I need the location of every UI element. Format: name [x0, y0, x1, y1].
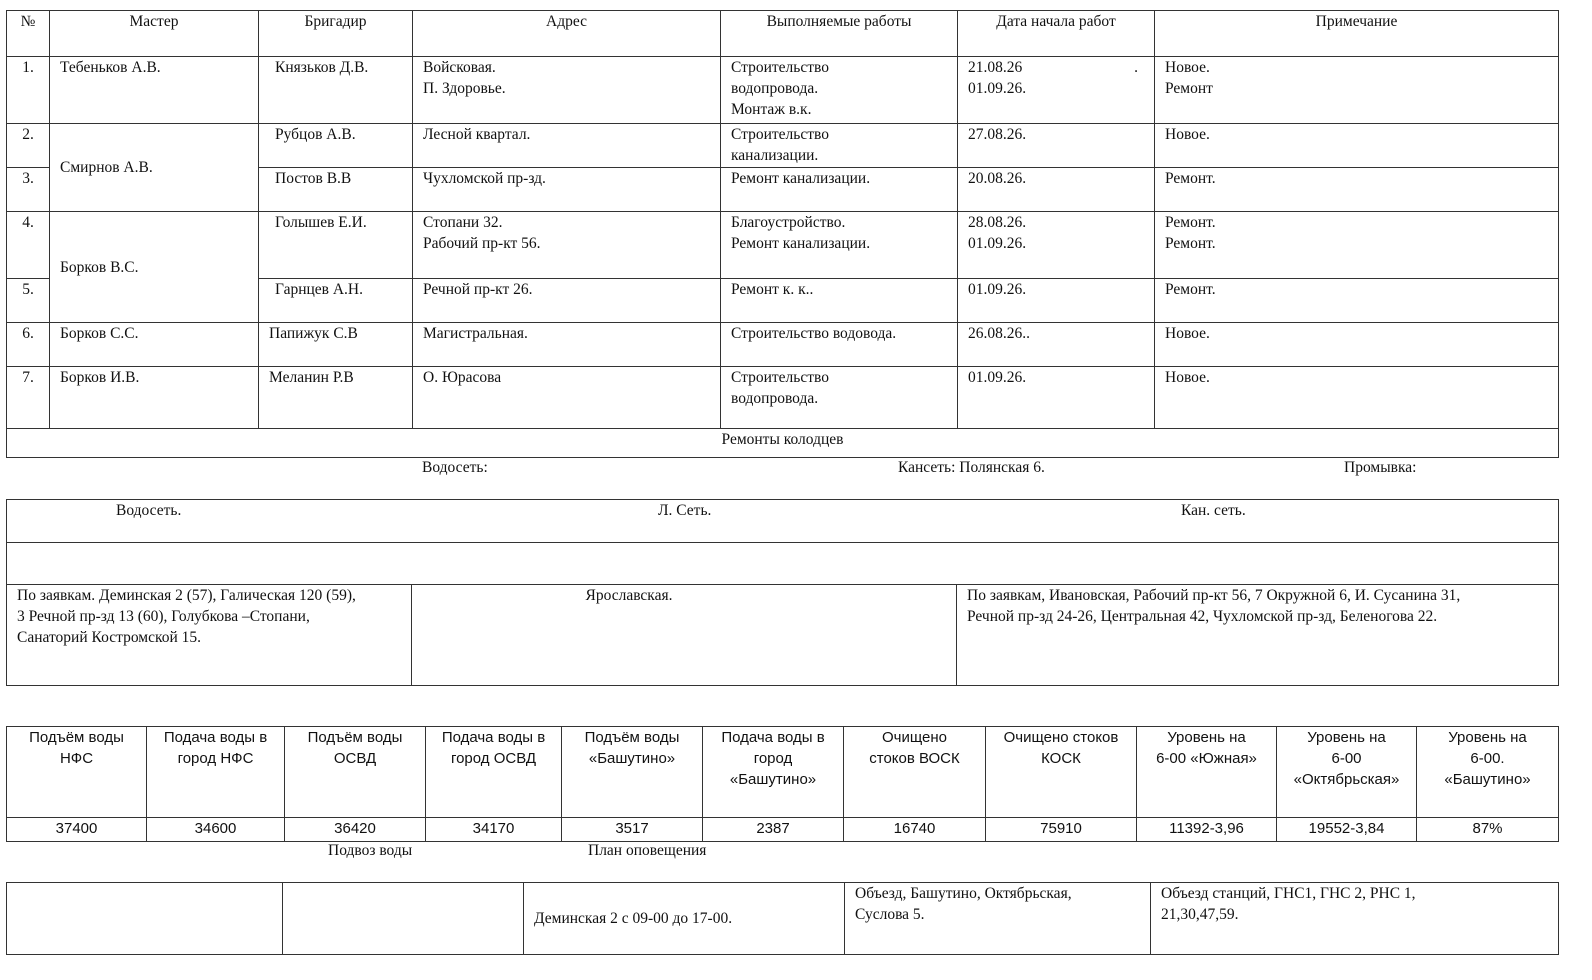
well-repairs-heading: Ремонты колодцев	[7, 429, 1559, 458]
empty-cell	[7, 543, 1559, 585]
col-header-number: №	[7, 11, 50, 57]
section-header-lset: Л. Сеть.	[658, 502, 712, 519]
work-description: Благоустройство. Ремонт канализации.	[721, 212, 958, 279]
section-header-kanset: Кан. сеть.	[1181, 502, 1246, 519]
stats-header: Подача воды в город ОСВД	[426, 727, 562, 818]
notification-plan-label: План оповещения	[588, 842, 707, 859]
row-number: 6.	[7, 323, 50, 367]
note: Новое.	[1155, 124, 1559, 168]
bottom-row	[7, 883, 1559, 955]
network-section-table	[6, 499, 1559, 686]
stats-value: 11392-3,96	[1137, 818, 1277, 842]
master-name: Борков И.В.	[50, 367, 259, 429]
stats-header: Подъём воды НФС	[7, 727, 147, 818]
stats-value: 16740	[844, 818, 986, 842]
work-description: Строительство водовода.	[721, 323, 958, 367]
col-header-master: Мастер	[50, 11, 259, 57]
flushing-label: Промывка:	[1344, 459, 1417, 476]
stats-header: Очищено стоков КОСК	[986, 727, 1137, 818]
kanset-label: Кансеть: Полянская 6.	[898, 459, 1045, 476]
stats-header: Уровень на 6-00 «Южная»	[1137, 727, 1277, 818]
stats-value: 2387	[703, 818, 844, 842]
work-description: Ремонт канализации.	[721, 168, 958, 212]
start-date: 27.08.26.	[958, 124, 1155, 168]
brigadier-name: Князьков Д.В.	[259, 57, 413, 124]
master-name: Борков С.С.	[50, 323, 259, 367]
note: Ремонт.	[1155, 279, 1559, 323]
work-description: Ремонт к. к..	[721, 279, 958, 323]
col-header-start-date: Дата начала работ	[958, 11, 1155, 57]
work-description: Строительство канализации.	[721, 124, 958, 168]
water-delivery-label: Подвоз воды	[328, 842, 413, 859]
water-delivery-schedule: Деминская 2 с 09-00 до 17-00.	[524, 883, 845, 955]
start-date: 01.09.26.	[958, 367, 1155, 429]
stats-header: Подача воды в город НФС	[147, 727, 285, 818]
row-number: 4.	[7, 212, 50, 279]
brigadier-name: Папижук С.В	[259, 323, 413, 367]
note: Новое.	[1155, 367, 1559, 429]
stats-value: 37400	[7, 818, 147, 842]
col-header-note: Примечание	[1155, 11, 1559, 57]
stats-header: Подъём воды ОСВД	[285, 727, 426, 818]
address: О. Юрасова	[413, 367, 721, 429]
work-description: Строительство водопровода. Монтаж в.к.	[721, 57, 958, 124]
note: Новое.	[1155, 323, 1559, 367]
note: Ремонт. Ремонт.	[1155, 212, 1559, 279]
work-description: Строительство водопровода.	[721, 367, 958, 429]
row-number: 5.	[7, 279, 50, 323]
bottom-plan-table	[6, 882, 1559, 955]
brigadier-name: Меланин Р.В	[259, 367, 413, 429]
table-row	[7, 323, 1559, 367]
vodoset-label: Водосеть:	[422, 459, 488, 476]
row-number: 2.	[7, 124, 50, 168]
stats-header: Уровень на 6-00. «Башутино»	[1417, 727, 1559, 818]
master-name: Борков В.С.	[50, 212, 259, 323]
master-name: Смирнов А.В.	[50, 124, 259, 212]
empty-cell	[283, 883, 524, 955]
section-header-vodoset: Водосеть.	[116, 502, 182, 519]
stats-value: 75910	[986, 818, 1137, 842]
table-row	[7, 124, 1559, 168]
stats-value: 87%	[1417, 818, 1559, 842]
stats-value: 34170	[426, 818, 562, 842]
address: Стопани 32. Рабочий пр-кт 56.	[413, 212, 721, 279]
stats-header: Подъём воды «Башутино»	[562, 727, 703, 818]
start-date-cell	[958, 57, 1155, 124]
brigadier-name: Рубцов А.В.	[259, 124, 413, 168]
stats-value: 34600	[147, 818, 285, 842]
empty-cell	[7, 883, 283, 955]
header-row	[7, 11, 1559, 57]
note: Ремонт.	[1155, 168, 1559, 212]
section-header-cell	[7, 500, 1559, 543]
notification-route-2: Объезд станций, ГНС1, ГНС 2, РНС 1, 21,30,47,59.	[1151, 883, 1559, 955]
stats-header-row	[7, 727, 1559, 818]
section-header-row	[7, 500, 1559, 543]
stats-header: Очищено стоков ВОСК	[844, 727, 986, 818]
stats-header: Уровень на 6-00 «Октябрьская»	[1277, 727, 1417, 818]
note: Новое. Ремонт	[1155, 57, 1559, 124]
vodoset-requests: По заявкам. Деминская 2 (57), Галическая 120 (59), 3 Речной пр-зд 13 (60), Голубкова –Стопани, Санаторий Костромской 15.	[7, 585, 412, 686]
master-name: Тебеньков А.В.	[50, 57, 259, 124]
stats-header: Подача воды в город «Башутино»	[703, 727, 844, 818]
water-stats-table	[6, 726, 1559, 842]
stats-value: 19552-3,84	[1277, 818, 1417, 842]
main-work-table	[6, 10, 1559, 458]
table-footer-row	[7, 429, 1559, 458]
row-number: 3.	[7, 168, 50, 212]
stats-value: 36420	[285, 818, 426, 842]
address: Чухломской пр-зд.	[413, 168, 721, 212]
lset-address: Ярославская.	[412, 585, 957, 686]
table-row	[7, 57, 1559, 124]
row-number: 1.	[7, 57, 50, 124]
section-content-row	[7, 585, 1559, 686]
table-row	[7, 212, 1559, 279]
start-date-stray-dot: .	[1134, 59, 1138, 76]
start-date: 26.08.26..	[958, 323, 1155, 367]
stats-value: 3517	[562, 818, 703, 842]
start-date: 28.08.26. 01.09.26.	[958, 212, 1155, 279]
address: Речной пр-кт 26.	[413, 279, 721, 323]
col-header-work: Выполняемые работы	[721, 11, 958, 57]
table-row	[7, 367, 1559, 429]
address: Магистральная.	[413, 323, 721, 367]
kanset-requests: По заявкам, Ивановская, Рабочий пр-кт 56, 7 Окружной 6, И. Сусанина 31, Речной пр-зд 24-26, Центральная 42, Чухломской пр-зд, Беленогова 22.	[957, 585, 1559, 686]
start-date: 01.09.26.	[958, 279, 1155, 323]
brigadier-name: Постов В.В	[259, 168, 413, 212]
col-header-address: Адрес	[413, 11, 721, 57]
row-number: 7.	[7, 367, 50, 429]
notification-route-1: Объезд, Башутино, Октябрьская, Суслова 5.	[845, 883, 1151, 955]
section-empty-row	[7, 543, 1559, 585]
brigadier-name: Голышев Е.И.	[259, 212, 413, 279]
address: Лесной квартал.	[413, 124, 721, 168]
stats-value-row	[7, 818, 1559, 842]
start-date: 20.08.26.	[958, 168, 1155, 212]
brigadier-name: Гарнцев А.Н.	[259, 279, 413, 323]
address: Войсковая. П. Здоровье.	[413, 57, 721, 124]
start-date: 21.08.26 01.09.26.	[968, 59, 1027, 97]
col-header-brigadier: Бригадир	[259, 11, 413, 57]
